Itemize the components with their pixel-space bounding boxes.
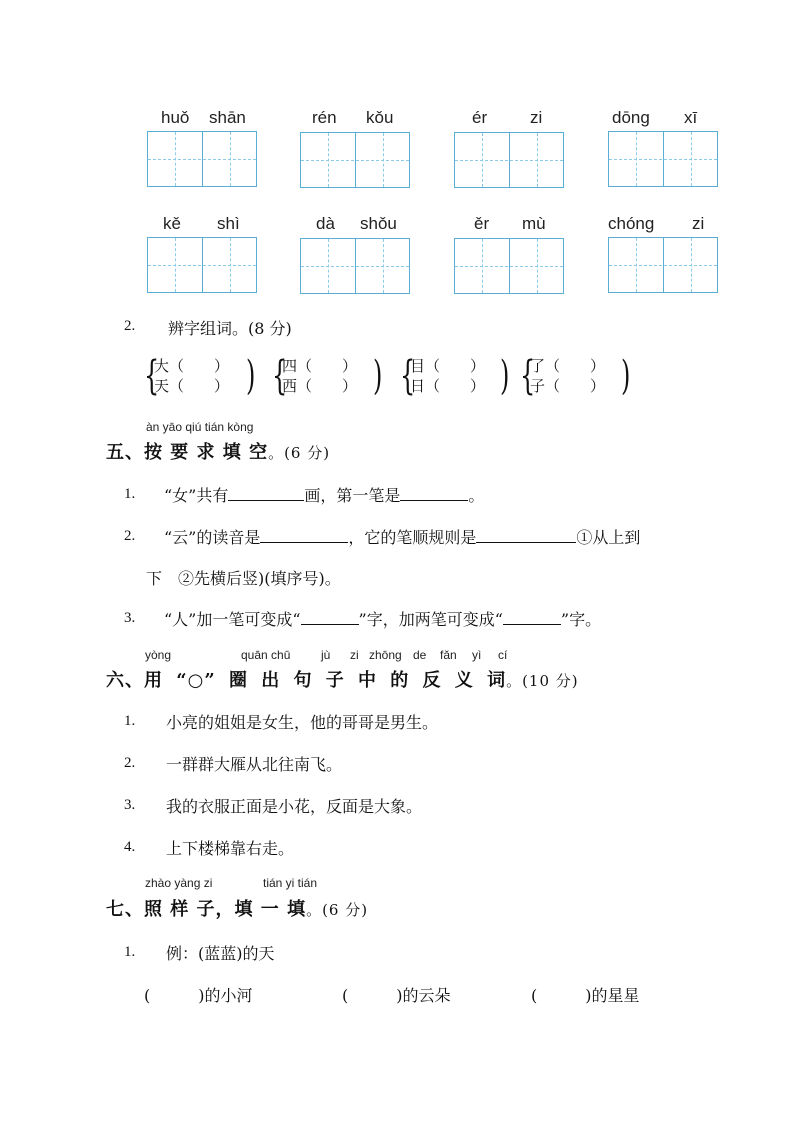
sec6-item-number: 1.: [124, 713, 136, 729]
writing-grid[interactable]: [454, 238, 564, 294]
sec6-item: 一群群大雁从北往南飞。: [166, 755, 343, 774]
item-text: ①从上到: [576, 528, 641, 547]
pinyin: zi: [350, 648, 359, 662]
sec5-item-1-number: 1.: [124, 486, 136, 502]
pinyin-syllable: huǒ: [161, 108, 190, 127]
answer-blank[interactable]: [228, 486, 304, 501]
item-text: ，它的笔顺规则是: [348, 528, 477, 547]
sec5-item-1: [164, 483, 484, 506]
sec5-item-2-continued: 下 ②先横后竖)(填序号)。: [146, 569, 341, 588]
sec6-label: 六、: [106, 670, 144, 691]
item-text: “云”的读音是: [164, 528, 261, 547]
pinyin-syllable: dà: [316, 214, 335, 233]
sec7-label: 七、: [106, 899, 144, 920]
sec6-score: 。(10 分): [506, 672, 579, 690]
brace-left: {: [272, 353, 288, 399]
pinyin: cí: [498, 648, 508, 662]
word-pair: [154, 356, 229, 396]
writing-grid[interactable]: [454, 132, 564, 188]
pinyin-syllable: kǒu: [366, 108, 394, 127]
pair-top: 了（ ）: [530, 357, 606, 375]
writing-grid[interactable]: [300, 132, 410, 188]
brace-right: ): [246, 353, 256, 399]
pinyin-syllable: mù: [522, 214, 546, 233]
item-text: 画，第一笔是: [304, 486, 401, 505]
pair-bottom: 日（ ）: [410, 377, 486, 395]
sec6-heading: [106, 666, 579, 692]
word-pair: [410, 356, 485, 396]
writing-grid[interactable]: [608, 237, 718, 293]
answer-blank[interactable]: [400, 486, 468, 501]
pair-bottom: 子（ ）: [530, 377, 606, 395]
pair-top: 大（ ）: [154, 357, 230, 375]
brace-left: {: [520, 353, 536, 399]
writing-grid[interactable]: [608, 131, 718, 187]
sec7-score: 。(6 分): [306, 901, 369, 919]
writing-grid[interactable]: [300, 238, 410, 294]
sec6-item-number: 4.: [124, 839, 136, 855]
pinyin-syllable: shì: [217, 214, 240, 233]
pinyin: zhōng: [369, 648, 402, 662]
brace-right: ): [500, 353, 510, 399]
sec5-item-3-number: 3.: [124, 610, 136, 626]
pinyin-syllable: shān: [209, 108, 246, 127]
answer-blank[interactable]: [301, 610, 359, 625]
pair-bottom: 天（ ）: [154, 377, 230, 395]
item-text: “女”共有: [164, 486, 229, 505]
q2-text: 辨字组词。(8 分): [168, 319, 292, 338]
sec7-title: 照 样 子，填 一 填: [144, 899, 307, 920]
pinyin: jù: [321, 648, 331, 662]
pinyin: quān chū: [241, 648, 291, 662]
sec5-item-2: [164, 525, 640, 548]
sec7-pinyin-a: zhào yàng zi: [145, 876, 213, 890]
sec5-score: 。(6 分): [268, 444, 331, 462]
pinyin-syllable: kě: [163, 214, 181, 233]
writing-grid[interactable]: [147, 237, 257, 293]
brace-right: ): [373, 353, 383, 399]
writing-grid[interactable]: [147, 131, 257, 187]
pair-top: 目（ ）: [410, 357, 486, 375]
pinyin-syllable: rén: [312, 108, 337, 127]
sec7-fill-2[interactable]: ( )的云朵: [342, 986, 451, 1005]
item-text: ”字。: [560, 610, 602, 629]
sec5-title: 按 要 求 填 空: [144, 442, 269, 463]
sec6-item: 上下楼梯靠右走。: [166, 839, 295, 858]
sec5-pinyin: àn yāo qiú tián kòng: [146, 420, 254, 434]
sec7-fill-3[interactable]: ( )的星星: [531, 986, 640, 1005]
sec6-item: 小亮的姐姐是女生，他的哥哥是男生。: [166, 713, 439, 732]
brace-left: {: [400, 353, 416, 399]
sec6-title: 用 “○” 圈 出 句 子 中 的 反 义 词: [144, 670, 507, 691]
sec6-item-number: 2.: [124, 755, 136, 771]
brace-right: ): [621, 353, 631, 399]
pinyin-syllable: dōng: [612, 108, 650, 127]
pinyin-syllable: chóng: [608, 214, 655, 233]
pinyin-syllable: shǒu: [360, 214, 397, 233]
sec6-item-number: 3.: [124, 797, 136, 813]
pinyin-syllable: zi: [692, 214, 705, 233]
item-text: ”字，加两笔可变成“: [358, 610, 503, 629]
sec7-example: 例：(蓝蓝)的天: [166, 944, 275, 963]
pinyin: fǎn: [440, 648, 457, 662]
sec5-label: 五、: [106, 442, 144, 463]
sec7-fill-1[interactable]: ( )的小河: [144, 986, 253, 1005]
pinyin-syllable: zi: [530, 108, 543, 127]
q2-number: 2.: [124, 318, 136, 334]
pair-top: 四（ ）: [282, 357, 358, 375]
pinyin: yòng: [145, 648, 172, 662]
sec5-item-3: [164, 607, 601, 630]
pinyin: yì: [472, 648, 482, 662]
word-pair: [282, 356, 357, 396]
sec6-item: 我的衣服正面是小花，反面是大象。: [166, 797, 423, 816]
sec5-heading: [106, 438, 330, 464]
item-text: 。: [468, 486, 485, 505]
sec5-item-2-number: 2.: [124, 528, 136, 544]
pair-bottom: 西（ ）: [282, 377, 358, 395]
pinyin-syllable: ěr: [474, 214, 490, 233]
answer-blank[interactable]: [503, 610, 561, 625]
pinyin: de: [413, 648, 427, 662]
word-pair: [530, 356, 605, 396]
pinyin-syllable: ér: [472, 108, 488, 127]
pinyin-syllable: xī: [684, 108, 698, 127]
item-text: “人”加一笔可变成“: [164, 610, 301, 629]
answer-blank[interactable]: [476, 528, 576, 543]
sec7-heading: [106, 895, 368, 921]
sec7-item-number: 1.: [124, 944, 136, 960]
sec7-pinyin-b: tián yi tián: [263, 876, 318, 890]
brace-left: {: [144, 353, 160, 399]
answer-blank[interactable]: [260, 528, 348, 543]
